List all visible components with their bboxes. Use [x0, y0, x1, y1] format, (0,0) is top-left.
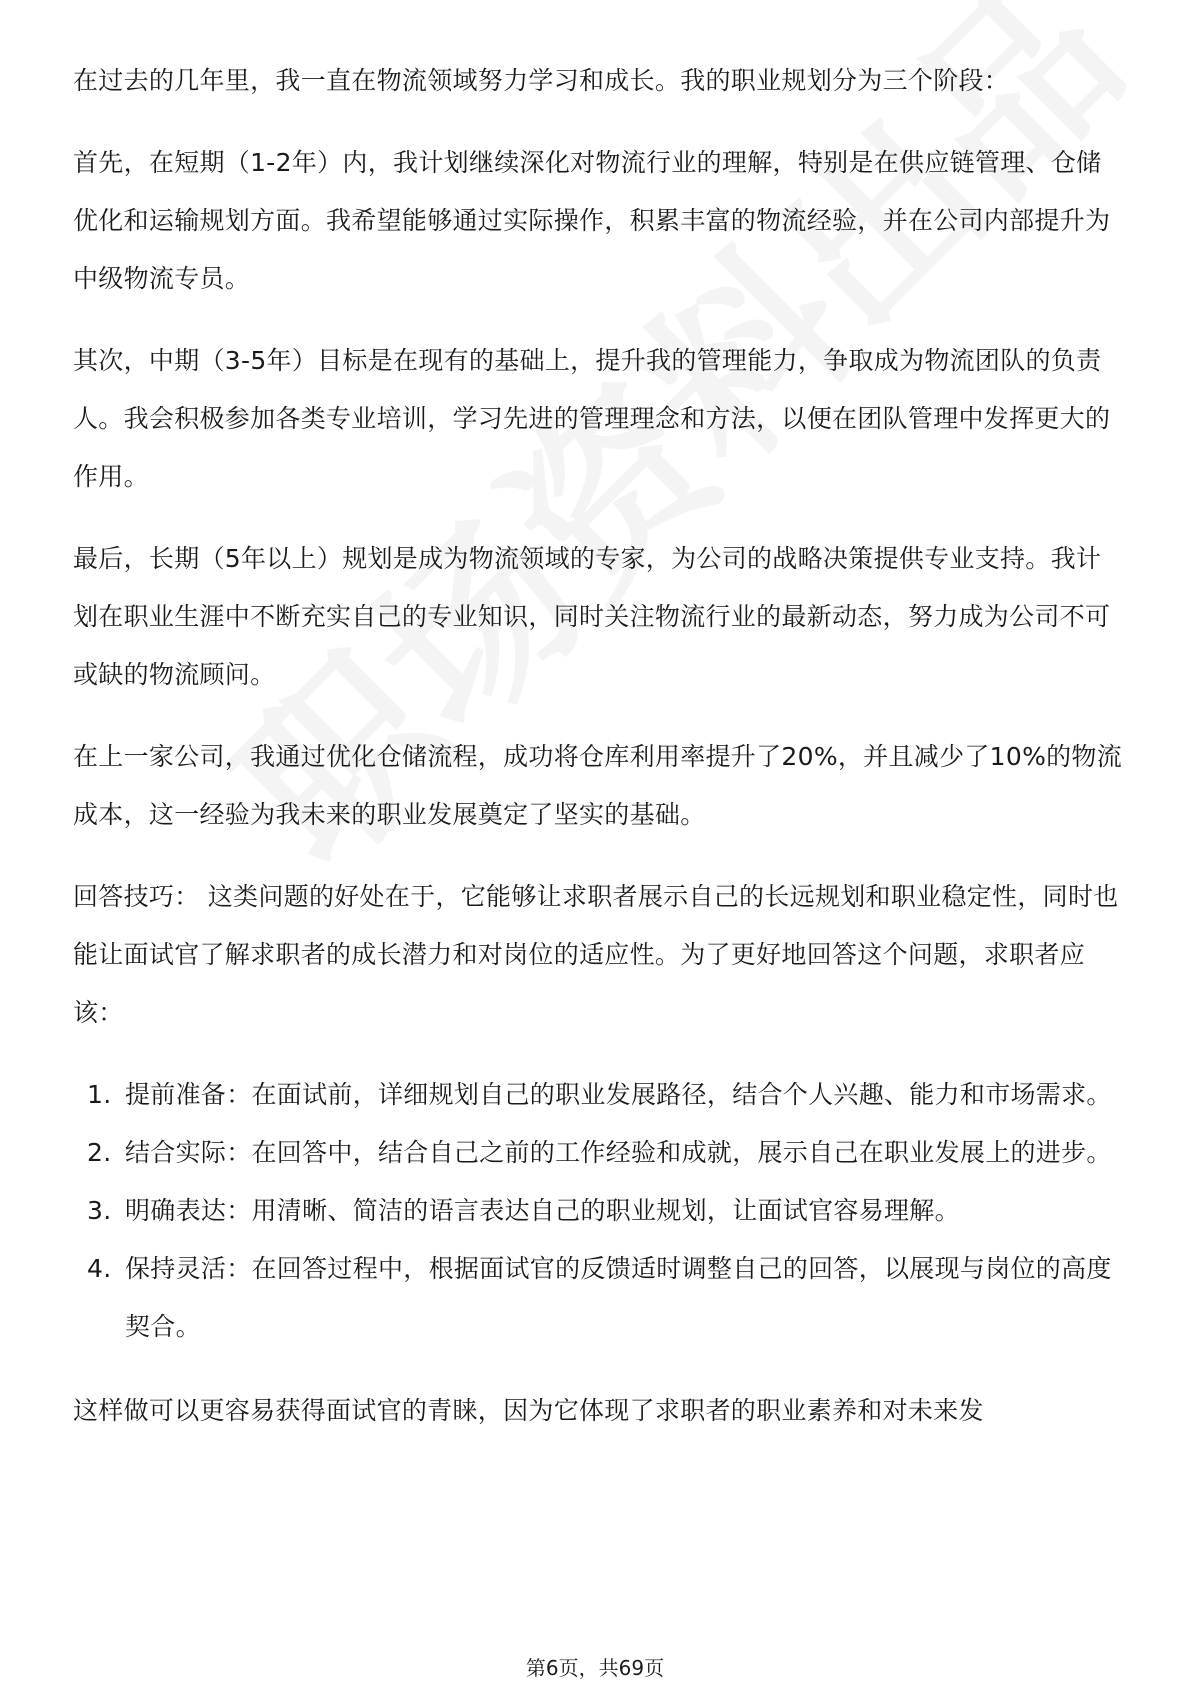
- paragraph-intro: 在过去的几年里，我一直在物流领域努力学习和成长。我的职业规划分为三个阶段：: [73, 66, 1010, 95]
- list-number: 1.: [87, 1080, 112, 1109]
- list-item: [73, 1240, 1123, 1356]
- list-number: 3.: [87, 1196, 112, 1225]
- list-number: 2.: [87, 1138, 112, 1167]
- list-item: [73, 1066, 1123, 1124]
- document-body: [73, 52, 1123, 1464]
- paragraph-experience: 在上一家公司，我通过优化仓储流程，成功将仓库利用率提升了20%，并且减少了10%的物流成本，这一经验为我未来的职业发展奠定了坚实的基础。: [73, 742, 1123, 829]
- paragraph-long-term: 最后，长期（5年以上）规划是成为物流领域的专家，为公司的战略决策提供专业支持。我计划在职业生涯中不断充实自己的专业知识，同时关注物流行业的最新动态，努力成为公司不可或缺的物流顾问。: [73, 544, 1111, 689]
- list-item: [73, 1182, 1123, 1240]
- paragraph-answer-tips: 回答技巧： 这类问题的好处在于，它能够让求职者展示自己的长远规划和职业稳定性，同时也能让面试官了解求职者的成长潜力和对岗位的适应性。为了更好地回答这个问题，求职者应该：: [73, 882, 1119, 1027]
- list-number: 4.: [87, 1254, 112, 1283]
- list-item: [73, 1124, 1123, 1182]
- paragraph-mid-term: 其次，中期（3-5年）目标是在现有的基础上，提升我的管理能力，争取成为物流团队的负责人。我会积极参加各类专业培训，学习先进的管理理念和方法，以便在团队管理中发挥更大的作用。: [73, 346, 1111, 491]
- page-footer: 第6页，共69页: [525, 1656, 665, 1680]
- tips-list: [73, 1066, 1123, 1356]
- paragraph-closing: 这样做可以更容易获得面试官的青睐，因为它体现了求职者的职业素养和对未来发: [73, 1396, 984, 1425]
- list-text: 结合实际：在回答中，结合自己之前的工作经验和成就，展示自己在职业发展上的进步。: [125, 1138, 1112, 1167]
- list-text: 保持灵活：在回答过程中，根据面试官的反馈适时调整自己的回答，以展现与岗位的高度契合。: [125, 1254, 1112, 1341]
- paragraph-short-term: 首先，在短期（1-2年）内，我计划继续深化对物流行业的理解，特别是在供应链管理、仓储优化和运输规划方面。我希望能够通过实际操作，积累丰富的物流经验，并在公司内部提升为中级物流专员。: [73, 148, 1111, 293]
- list-text: 提前准备：在面试前，详细规划自己的职业发展路径，结合个人兴趣、能力和市场需求。: [125, 1080, 1112, 1109]
- list-text: 明确表达：用清晰、简洁的语言表达自己的职业规划，让面试官容易理解。: [125, 1196, 960, 1225]
